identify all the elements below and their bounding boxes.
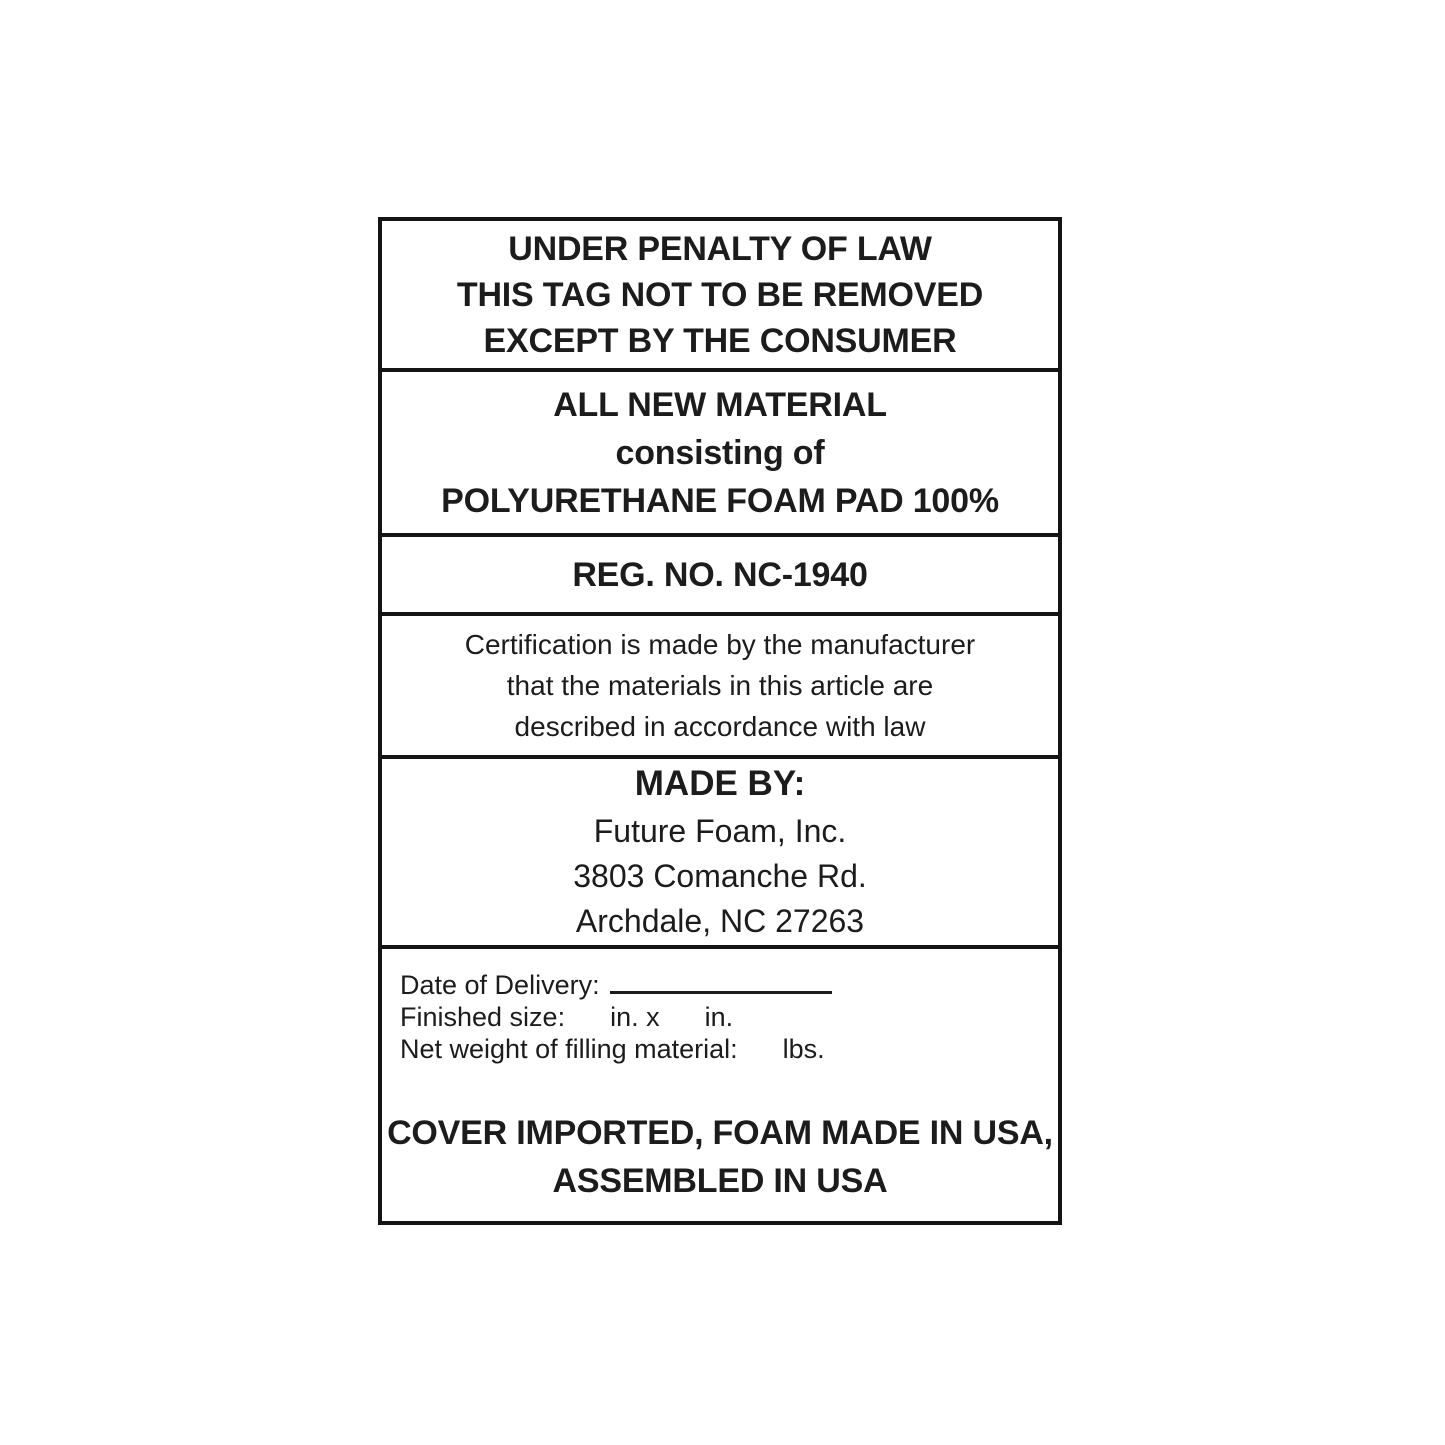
material-statement-section [382,372,1058,537]
penalty-line-2: THIS TAG NOT TO BE REMOVED [456,275,984,314]
registration-number: REG. NO. NC-1940 [572,555,868,594]
material-line-1: ALL NEW MATERIAL [553,385,887,424]
date-of-delivery-label: Date of Delivery: [400,970,600,1000]
penalty-line-3: EXCEPT BY THE CONSUMER [483,321,957,360]
fill-details-section [382,949,1058,1221]
made-by-section [382,759,1058,949]
origin-line-2: ASSEMBLED IN USA [552,1162,888,1200]
net-weight-line: Net weight of filling material: lbs. [400,1034,825,1064]
certification-section [382,616,1058,759]
origin-line-1: COVER IMPORTED, FOAM MADE IN USA, [387,1114,1053,1152]
material-line-2: consisting of [615,433,825,472]
law-label [378,217,1062,1225]
penalty-notice-section [382,221,1058,372]
manufacturer-city-state-zip: Archdale, NC 27263 [575,902,865,939]
certification-line-2: that the materials in this article are [506,670,934,701]
registration-number-section [382,537,1058,616]
certification-line-3: described in accordance with law [514,711,926,742]
fill-details-block [400,969,1058,1065]
date-of-delivery-blank [610,970,832,994]
finished-size-line: Finished size: in. x in. [400,1002,734,1032]
origin-statement [382,1109,1058,1205]
material-line-3: POLYURETHANE FOAM PAD 100% [441,481,999,520]
manufacturer-name: Future Foam, Inc. [593,812,847,849]
penalty-line-1: UNDER PENALTY OF LAW [508,229,932,268]
date-of-delivery-line [400,969,1058,1001]
certification-line-1: Certification is made by the manufacturer [464,629,976,660]
made-by-heading: MADE BY: [634,763,806,803]
manufacturer-street: 3803 Comanche Rd. [573,857,867,894]
